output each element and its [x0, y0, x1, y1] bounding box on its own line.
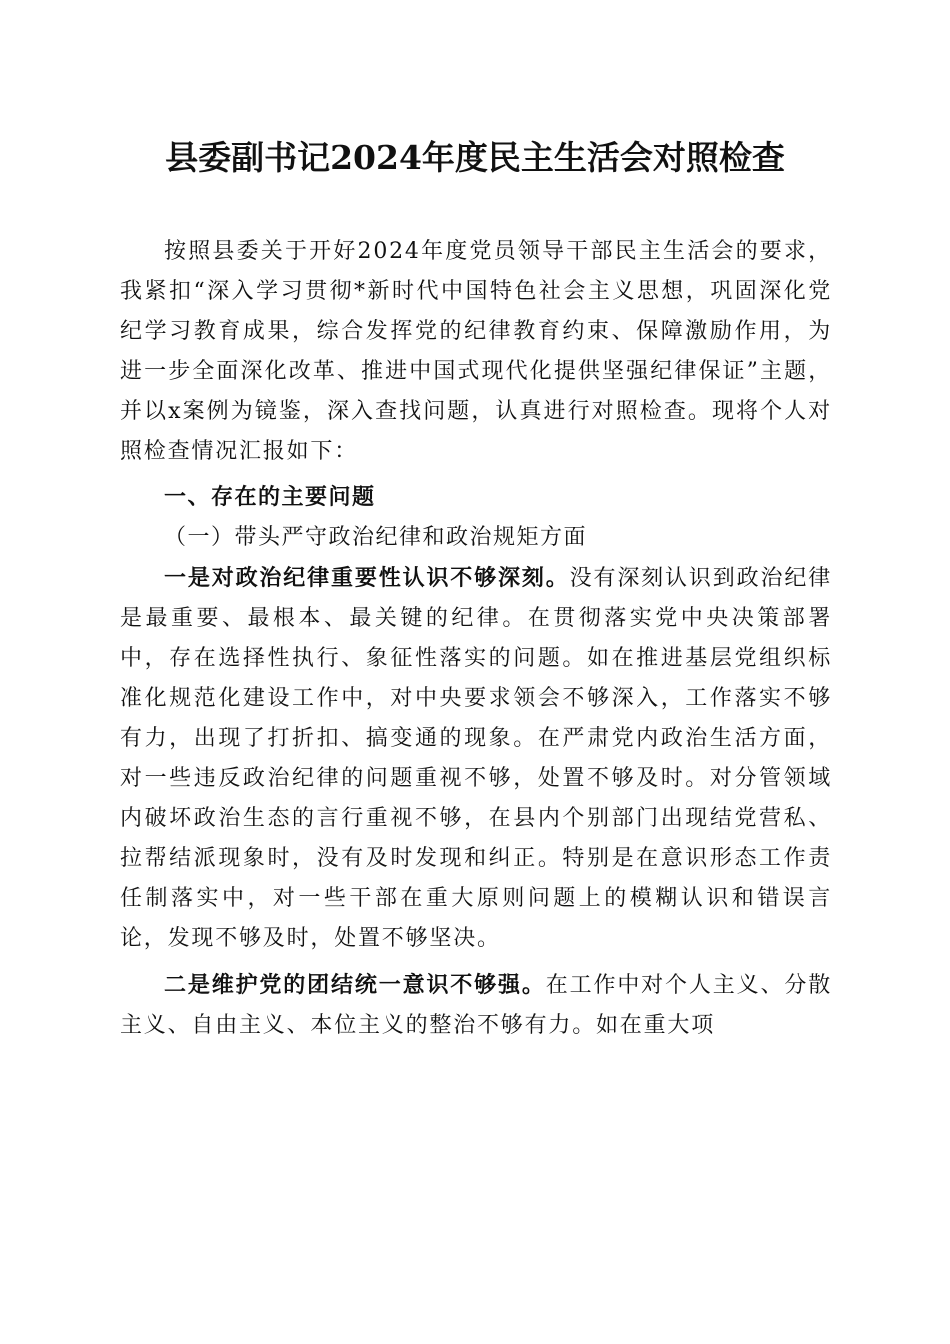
point-one-lead: 一是对政治纪律重要性认识不够深刻。 [164, 565, 570, 591]
subsection-heading-political-discipline: （一）带头严守政治纪律和政治规矩方面 [164, 525, 588, 550]
section-heading-problems: 一、存在的主要问题 [164, 485, 376, 510]
point-one-body: 没有深刻认识到政治纪律是最重要、最根本、最关键的纪律。在贯彻落实党中央决策部署中，存在选择性执行、象征性落实的问题。如在推进基层党组织标准化规范化建设工作中，对中央要求领会不够深入，工作落实不够有力，出现了打折扣、搞变通的现象。在严肃党内政治生活方面，对一些违反政治纪律的问题重视不够，处置不够及时。对分管领域内破坏政治生态的言行重视不够，在县内个别部门出现结党营私、拉帮结派现象时，没有及时发现和纠正。特别是在意识形态工作责任制落实中，对一些干部在重大原则问题上的模糊认识和错误言论，发现不够及时，处置不够坚决。 [120, 566, 832, 951]
point-one-paragraph [120, 558, 832, 959]
point-two-lead: 二是维护党的团结统一意识不够强。 [164, 972, 546, 998]
point-two-body: 在工作中对个人主义、分散主义、自由主义、本位主义的整治不够有力。如在重大项 [120, 973, 832, 1038]
point-two-paragraph [120, 965, 832, 1046]
intro-paragraph: 按照县委关于开好2024年度党员领导干部民主生活会的要求，我紧扣“深入学习贯彻*新时代中国特色社会主义思想，巩固深化党纪学习教育成果，综合发挥党的纪律教育约束、保障激励作用，为进一步全面深化改革、推进中国式现代化提供坚强纪律保证”主题，并以x案例为镜鉴，深入查找问题，认真进行对照检查。现将个人对照检查情况汇报如下： [120, 239, 832, 464]
document-body [120, 232, 832, 1046]
document-title: 县委副书记2024年度民主生活会对照检查 [165, 138, 785, 177]
